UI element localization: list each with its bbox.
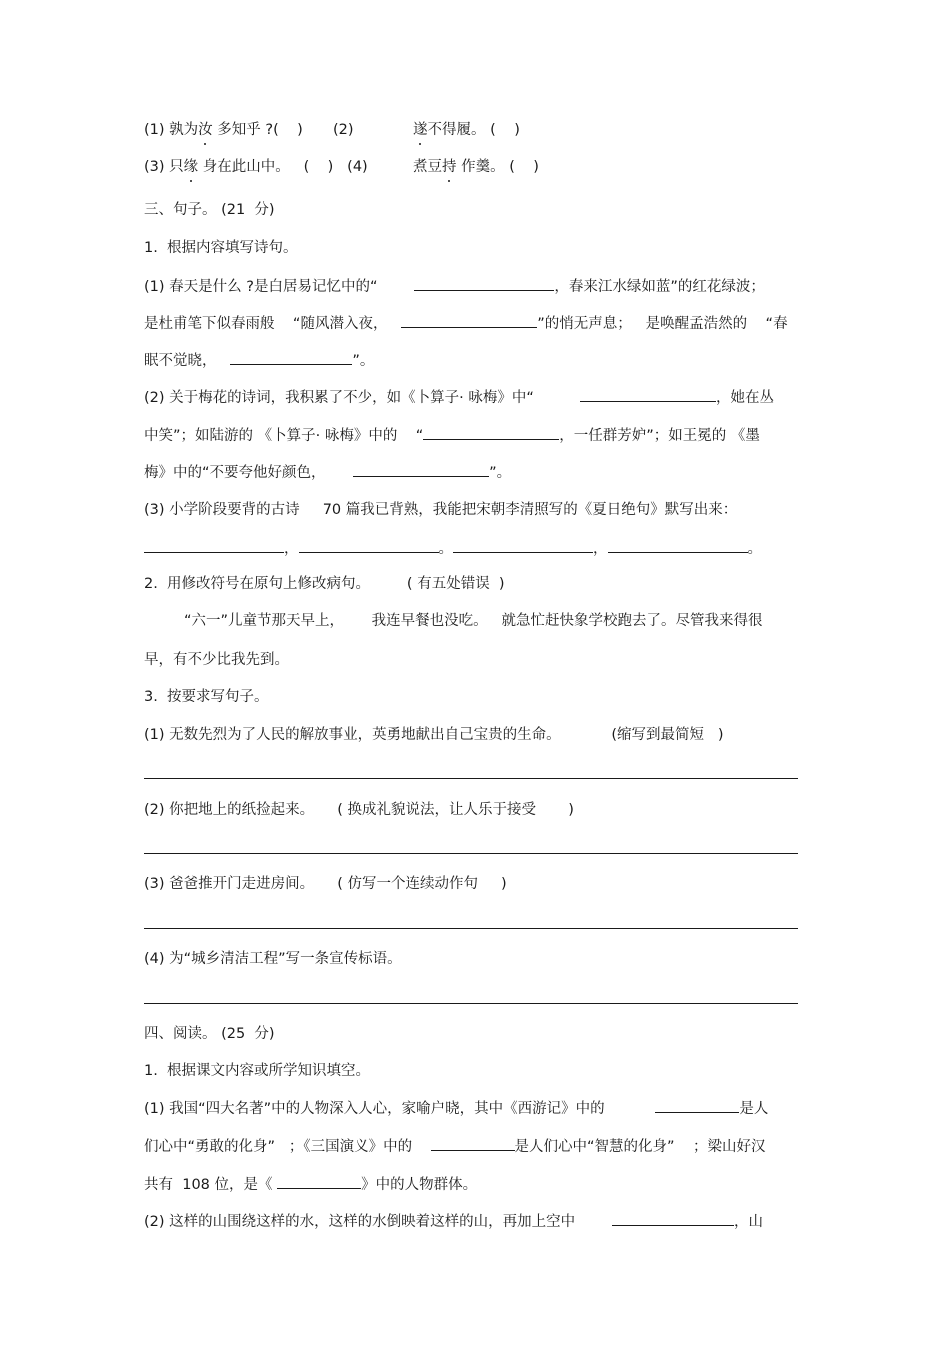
s4-q1-p1-line1 — [144, 1098, 768, 1119]
s3-q1-p1-line3 — [144, 350, 374, 371]
fill-blank[interactable] — [655, 1098, 739, 1113]
answer-line-2[interactable] — [144, 853, 798, 854]
fill-blank[interactable] — [608, 538, 748, 553]
text: 们心中“勇敢的化身” ；《三国演义》中的 — [144, 1139, 413, 1155]
q1-text: (1) 孰为 — [144, 122, 199, 138]
text: ”。 — [489, 465, 512, 481]
fill-blank[interactable] — [401, 313, 537, 328]
text: ，山 — [734, 1214, 764, 1230]
q3-text: (3) 只 — [144, 159, 184, 175]
text: (1) 我国“四大名著”中的人物深入人心，家喻户晓，其中《西游记》中的 — [144, 1101, 605, 1117]
text: 是人 — [739, 1101, 769, 1117]
s3-q1-p1-line1 — [144, 276, 765, 297]
q2-text: 不得履。 ( ) — [427, 122, 520, 138]
word-question-row-1 — [144, 120, 520, 140]
s3-q3-s1: (1) 无数先烈为了人民的解放事业，英勇地献出自己宝贵的生命。 (缩写到最简短 ) — [144, 727, 724, 743]
s3-q2-sentence-line2: 早，有不少比我先到。 — [144, 652, 289, 668]
fill-blank[interactable] — [299, 538, 439, 553]
s4-q1-title: 1. 根据课文内容或所学知识填空。 — [144, 1063, 371, 1079]
fill-blank[interactable] — [144, 538, 284, 553]
q2-number: (2) — [333, 122, 354, 138]
word-question-row-2 — [144, 157, 539, 177]
fill-blank[interactable] — [230, 350, 352, 365]
answer-line-4[interactable] — [144, 1003, 798, 1004]
s3-q3-s2: (2) 你把地上的纸捡起来。 ( 换成礼貌说法，让人乐于接受 ) — [144, 802, 574, 818]
text: 中笑”；如陆游的 《卜算子· 咏梅》中的 “ — [144, 428, 424, 444]
text: ，一任群芳妒”；如王冕的 《墨 — [559, 428, 760, 444]
q4-text-end: 作羹。 ( ) — [456, 159, 539, 175]
s3-q1-p2-line3 — [144, 462, 511, 483]
text: ”。 — [352, 353, 375, 369]
fill-blank[interactable] — [277, 1174, 361, 1189]
text: 。 — [438, 541, 453, 557]
q3-text-end: 身在此山中。 ( ) (4) — [198, 159, 368, 175]
s4-q1-p1-line3 — [144, 1174, 477, 1195]
s4-q1-p1-line2 — [144, 1136, 766, 1157]
text: ，她在丛 — [715, 390, 774, 406]
q4-text: 煮豆 — [413, 159, 442, 175]
text: 是人们心中“智慧的化身” ；梁山好汉 — [514, 1139, 766, 1155]
text: ”的悄无声息； 是唤醒孟浩然的 “春 — [537, 316, 788, 332]
answer-line-3[interactable] — [144, 928, 798, 929]
text: (2) 关于梅花的诗词，我积累了不少，如《卜算子· 咏梅》中“ — [144, 390, 534, 406]
fill-blank[interactable] — [612, 1211, 734, 1226]
text: ， — [284, 541, 299, 557]
text: ，春来江水绿如蓝”的红花绿波； — [554, 279, 765, 295]
s3-q1-title: 1. 根据内容填写诗句。 — [144, 240, 298, 256]
section3-heading: 三、句子。 (21 分) — [144, 202, 275, 218]
s3-q1-p3-line1: (3) 小学阶段要背的古诗 70 篇我已背熟，我能把宋朝李清照写的《夏日绝句》默写出来： — [144, 502, 738, 518]
text: 是杜甫笔下似春雨般 “随风潜入夜， — [144, 316, 388, 332]
s3-q1-p2-line1 — [144, 387, 774, 408]
text: ， — [593, 541, 608, 557]
s3-q3-s3: (3) 爸爸推开门走进房间。 ( 仿写一个连续动作句 ) — [144, 876, 507, 892]
fill-blank[interactable] — [414, 276, 554, 291]
q1-dotted-char: 汝 — [198, 122, 213, 138]
s3-q1-p3-answer-line — [144, 538, 762, 559]
fill-blank[interactable] — [453, 538, 593, 553]
q3-dotted-char: 缘 — [183, 159, 199, 175]
fill-blank[interactable] — [353, 462, 489, 477]
s3-q3-title: 3. 按要求写句子。 — [144, 689, 269, 705]
s3-q1-p2-line2 — [144, 425, 760, 446]
section4-heading: 四、阅读。 (25 分) — [144, 1026, 275, 1042]
text: 》中的人物群体。 — [361, 1177, 478, 1193]
s3-q3-s4: (4) 为“城乡清洁工程”写一条宣传标语。 — [144, 951, 402, 967]
text: (2) 这样的山围绕这样的水，这样的水倒映着这样的山，再加上空中 — [144, 1214, 576, 1230]
fill-blank[interactable] — [580, 387, 716, 402]
answer-line-1[interactable] — [144, 778, 798, 779]
fill-blank[interactable] — [431, 1136, 515, 1151]
q1-text-end: 多知乎 ?( ) — [212, 122, 303, 138]
text: 共有 108 位，是《 — [144, 1177, 273, 1193]
s3-q2-title: 2. 用修改符号在原句上修改病句。 ( 有五处错误 ) — [144, 576, 505, 592]
q2-dotted-char: 遂 — [413, 122, 428, 138]
text: 眠不觉晓， — [144, 353, 217, 369]
s4-q1-p2-line1 — [144, 1211, 763, 1232]
s3-q1-p1-line2 — [144, 313, 788, 334]
text: 。 — [747, 541, 762, 557]
text: (1) 春天是什么 ?是白居易记忆中的“ — [144, 279, 378, 295]
q4-dotted-char: 持 — [442, 159, 457, 175]
fill-blank[interactable] — [423, 425, 559, 440]
text: 梅》中的“不要夸他好颜色， — [144, 465, 326, 481]
s3-q2-sentence-line1: “六一”儿童节那天早上， 我连早餐也没吃。 就急忙赶快象学校跑去了。尽管我来得很 — [184, 613, 763, 629]
